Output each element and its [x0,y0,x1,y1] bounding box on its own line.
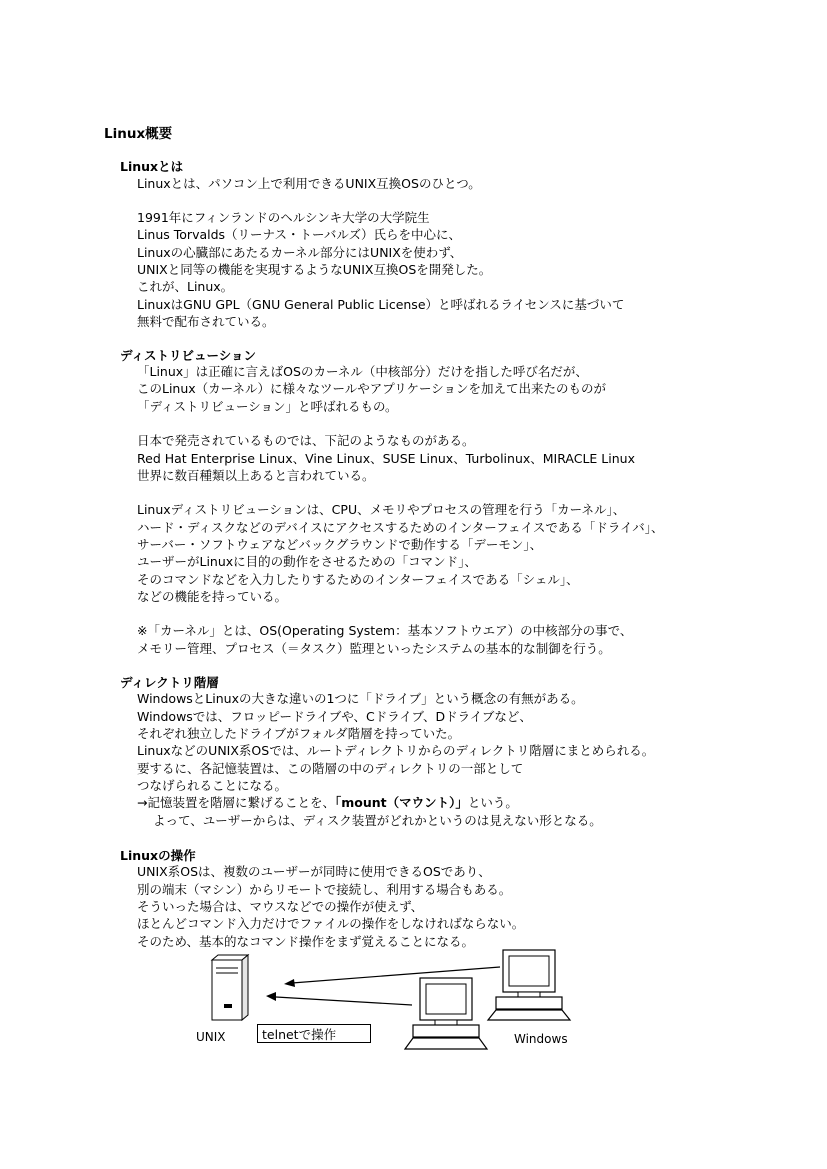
windows-label: Windows [514,1032,568,1046]
text-line: Windowsでは、フロッピードライブや、Cドライブ、Dドライブなど、 [137,709,532,724]
text-line: そのコマンドなどを入力したりするためのインターフェイスである「シェル」、 [137,572,579,587]
text-line: 要するに、各記憶装置は、この階層の中のディレクトリの一部として [137,761,524,776]
telnet-label-box: telnetで操作 [257,1024,371,1043]
text-line: ※「カーネル」とは、OS(Operating System：基本ソフトウエア）の中核部分の事で、 [137,623,633,638]
text-line: 「Linux」は正確に言えばOSのカーネル（中核部分）だけを指した呼び名だが、 [137,364,588,379]
unix-label: UNIX [196,1030,226,1044]
mount-note: よって、ユーザーからは、ディスク装置がどれかというのは見えない形となる。 [153,813,602,828]
text-line: 1991年にフィンランドのヘルシンキ大学の大学院生 [137,210,430,225]
mount-term: 「mount（マウント）」 [334,795,468,810]
text-line: Red Hat Enterprise Linux、Vine Linux、SUSE Linux、Turbolinux、MIRACLE Linux [137,451,635,466]
text-line: Linuxとは、パソコン上で利用できるUNIX互換OSのひとつ。 [137,176,481,191]
text-line: そのため、基本的なコマンド操作をまず覚えることになる。 [137,934,475,949]
text-line: WindowsとLinuxの大きな違いの1つに「ドライブ」という概念の有無がある。 [137,691,584,706]
desktop-pc-icon [488,950,570,1020]
text-line: ほとんどコマンド入力だけでファイルの操作をしなければならない。 [137,916,525,931]
section-heading-operation: Linuxの操作 [120,848,196,863]
text-line: LinuxなどのUNIX系OSでは、ルートディレクトリからのディレクトリ階層にまとめられる。 [137,743,655,758]
text-line: ユーザーがLinuxに目的の動作をさせるための「コマンド」、 [137,554,477,569]
text-line: 無料で配布されている。 [137,314,275,329]
mount-suffix: という。 [467,795,518,810]
text-line: このLinux（カーネル）に様々なツールやアプリケーションを加えて出来たのものが [137,381,607,396]
section-heading-distribution: ディストリビューション [120,348,257,363]
text-line: ハード・ディスクなどのデバイスにアクセスするためのインターフェイスである「ドライバ」、 [137,520,664,535]
text-line: Linuxディストリビューションは、CPU、メモリやプロセスの管理を行う「カーネル」、 [137,502,626,517]
mount-prefix: →記憶装置を階層に繋げることを、 [137,795,335,810]
text-line: 別の端末（マシン）からリモートで接続し、利用する場合もある。 [137,882,512,897]
text-line: そういった場合は、マウスなどでの操作が使えず、 [137,899,424,914]
page-title: Linux概要 [104,126,173,142]
desktop-pc-icon [405,978,487,1049]
text-line: などの機能を持っている。 [137,589,288,604]
text-line: 「ディストリビューション」と呼ばれるもの。 [137,399,398,414]
text-line: これが、Linux。 [137,279,234,294]
text-line: 日本で発売されているものでは、下記のようなものがある。 [137,433,475,448]
text-line: 世界に数百種類以上あると言われている。 [137,468,375,483]
text-line: つなげられることになる。 [137,778,288,793]
text-line: Linus Torvalds（リーナス・トーバルズ）氏らを中心に、 [137,227,462,242]
text-line: メモリー管理、プロセス（＝タスク）監理といったシステムの基本的な制御を行う。 [137,641,611,656]
text-line: サーバー・ソフトウェアなどバックグラウンドで動作する「デーモン」、 [137,537,543,552]
text-line: UNIX系OSは、複数のユーザーが同時に使用できるOSであり、 [137,864,491,879]
section-heading-linux: Linuxとは [120,159,184,174]
server-tower-icon [212,955,248,1020]
text-line: UNIXと同等の機能を実現するようなUNIX互換OSを開発した。 [137,262,492,277]
arrow-icon [266,992,412,1005]
text-line: Linuxの心臓部にあたるカーネル部分にはUNIXを使わず、 [137,245,463,260]
section-heading-directory: ディレクトリ階層 [120,675,219,690]
text-line: それぞれ独立したドライブがフォルダ階層を持っていた。 [137,726,461,741]
text-line: LinuxはGNU GPL（GNU General Public License）と呼ばれるライセンスに基づいて [137,297,625,312]
